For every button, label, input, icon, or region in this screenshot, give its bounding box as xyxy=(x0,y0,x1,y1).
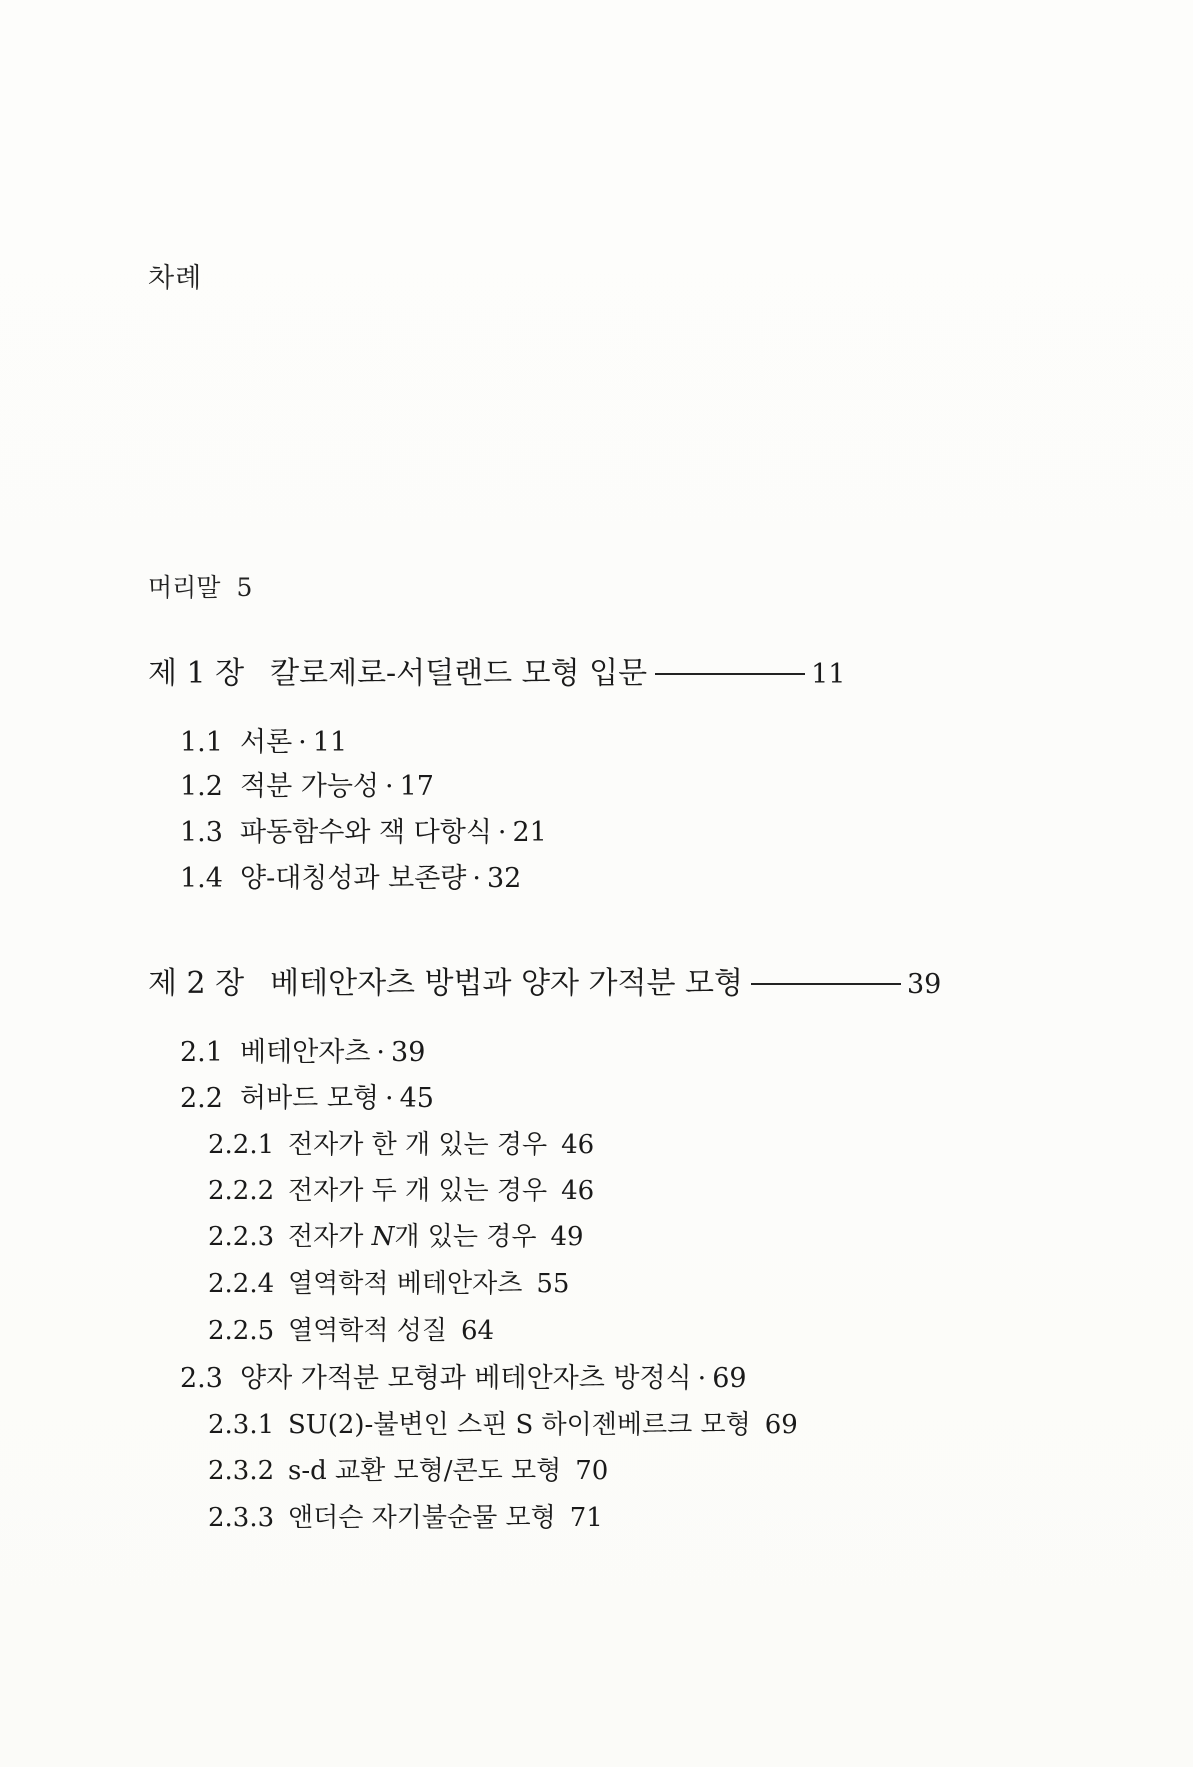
toc-subsection-2-2-4[interactable] xyxy=(208,1263,569,1300)
section-number: 1.1 xyxy=(180,727,223,758)
section-page: 45 xyxy=(399,1083,434,1114)
section-number: 2.1 xyxy=(180,1037,223,1068)
subsection-title-prefix: 전자가 xyxy=(288,1222,372,1252)
subsection-number: 2.2.1 xyxy=(208,1130,275,1160)
subsection-number: 2.2.5 xyxy=(208,1316,275,1346)
preface-page: 5 xyxy=(236,573,253,602)
subsection-title: 전자가 한 개 있는 경우 xyxy=(288,1130,548,1160)
chapter-label: 제 2 장 xyxy=(148,966,245,1001)
subsection-number: 2.2.4 xyxy=(208,1269,275,1299)
section-title: 파동함수와 잭 다항식 xyxy=(240,817,492,848)
separator-dot: · xyxy=(298,727,307,758)
toc-subsection-2-3-3[interactable] xyxy=(208,1497,603,1534)
subsection-page: 64 xyxy=(460,1316,495,1346)
section-page: 21 xyxy=(512,817,547,848)
chapter-label: 제 1 장 xyxy=(148,656,245,691)
section-title: 적분 가능성 xyxy=(240,771,379,802)
section-number: 1.3 xyxy=(180,817,223,848)
toc-section-2-3[interactable] xyxy=(180,1356,747,1395)
subsection-page: 69 xyxy=(764,1410,798,1440)
toc-section-1-2[interactable] xyxy=(180,764,434,803)
separator-dot: · xyxy=(472,863,481,894)
separator-dot: · xyxy=(376,1037,386,1068)
toc-subsection-2-3-1[interactable] xyxy=(208,1404,798,1441)
toc-chapter-1[interactable] xyxy=(148,648,845,692)
section-page: 39 xyxy=(391,1037,426,1068)
chapter-title: 칼로제로-서덜랜드 모형 입문 xyxy=(270,656,648,691)
subsection-page: 46 xyxy=(561,1176,595,1206)
subsection-number: 2.3.1 xyxy=(208,1410,275,1440)
subsection-number: 2.3.2 xyxy=(208,1456,275,1486)
toc-subsection-2-3-2[interactable] xyxy=(208,1450,608,1487)
subsection-title: 열역학적 성질 xyxy=(288,1316,447,1346)
separator-dot: · xyxy=(385,771,394,802)
preface-label: 머리말 xyxy=(148,573,221,602)
subsection-title-variable: N xyxy=(371,1222,395,1252)
subsection-title: s-d 교환 모형/콘도 모형 xyxy=(288,1456,562,1486)
section-title: 양-대칭성과 보존량 xyxy=(240,863,467,894)
subsection-number: 2.2.3 xyxy=(208,1222,275,1252)
toc-section-1-1[interactable] xyxy=(180,720,347,759)
section-page: 17 xyxy=(399,771,434,802)
leader-line xyxy=(751,983,901,985)
section-title: 양자 가적분 모형과 베테안자츠 방정식 xyxy=(240,1363,692,1394)
subsection-number: 2.3.3 xyxy=(208,1503,275,1533)
section-title: 서론 xyxy=(240,727,293,758)
section-number: 1.2 xyxy=(180,771,223,802)
subsection-title: 앤더슨 자기불순물 모형 xyxy=(288,1503,556,1533)
chapter-page: 39 xyxy=(906,969,942,1000)
section-page: 32 xyxy=(486,863,522,894)
section-number: 2.3 xyxy=(180,1363,223,1394)
separator-dot: · xyxy=(497,817,507,848)
subsection-number: 2.2.2 xyxy=(208,1176,275,1206)
subsection-page: 49 xyxy=(550,1222,584,1252)
toc-section-2-2[interactable] xyxy=(180,1076,434,1115)
toc-subsection-2-2-3[interactable] xyxy=(208,1216,584,1253)
toc-subsection-2-2-5[interactable] xyxy=(208,1310,494,1347)
chapter-page: 11 xyxy=(811,659,846,690)
subsection-title: SU(2)-불변인 스핀 S 하이젠베르크 모형 xyxy=(288,1410,751,1440)
subsection-title: 전자가 두 개 있는 경우 xyxy=(288,1176,548,1206)
subsection-page: 55 xyxy=(536,1269,570,1299)
section-number: 2.2 xyxy=(180,1083,223,1114)
toc-subsection-2-2-2[interactable] xyxy=(208,1170,594,1207)
toc-section-1-4[interactable] xyxy=(180,856,521,895)
toc-section-1-3[interactable] xyxy=(180,810,547,849)
separator-dot: · xyxy=(697,1363,707,1394)
toc-preface[interactable] xyxy=(148,568,252,604)
section-title: 허바드 모형 xyxy=(240,1083,379,1114)
separator-dot: · xyxy=(385,1083,394,1114)
toc-section-2-1[interactable] xyxy=(180,1030,425,1069)
toc-subsection-2-2-1[interactable] xyxy=(208,1124,594,1161)
toc-chapter-2[interactable] xyxy=(148,958,941,1002)
subsection-title: 열역학적 베테안자츠 xyxy=(288,1269,523,1299)
leader-line xyxy=(655,673,805,675)
page-title: 차례 xyxy=(148,263,203,294)
section-page: 11 xyxy=(312,727,348,758)
subsection-page: 46 xyxy=(561,1130,595,1160)
section-page: 69 xyxy=(712,1363,747,1394)
subsection-page: 71 xyxy=(569,1503,603,1533)
chapter-title: 베테안자츠 방법과 양자 가적분 모형 xyxy=(270,966,743,1001)
section-number: 1.4 xyxy=(180,863,223,894)
section-title: 베테안자츠 xyxy=(240,1037,371,1068)
subsection-page: 70 xyxy=(575,1456,609,1486)
subsection-title-suffix: 개 있는 경우 xyxy=(394,1222,537,1252)
